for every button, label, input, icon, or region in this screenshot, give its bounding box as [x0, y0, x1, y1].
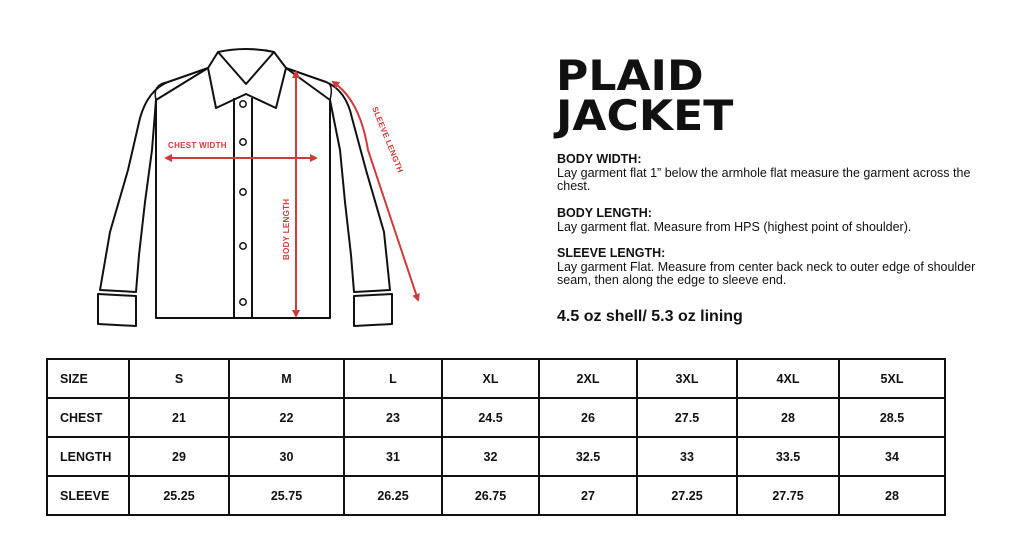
- table-cell: XL: [442, 359, 539, 398]
- chest-width-label: CHEST WIDTH: [168, 141, 227, 150]
- page-title: [556, 51, 734, 140]
- table-cell: 28.5: [839, 398, 945, 437]
- table-cell: 22: [229, 398, 344, 437]
- spec-sleeve-length: [557, 247, 987, 288]
- spec-heading: BODY WIDTH:: [557, 152, 642, 166]
- table-cell: S: [129, 359, 229, 398]
- table-cell: 29: [129, 437, 229, 476]
- table-cell: 32.5: [539, 437, 637, 476]
- jacket-outline: [98, 49, 392, 326]
- size-chart-table: [46, 358, 946, 516]
- table-cell: 34: [839, 437, 945, 476]
- spec-text: Lay garment flat. Measure from HPS (highest point of shoulder).: [557, 219, 912, 234]
- table-cell: 31: [344, 437, 442, 476]
- table-cell: 30: [229, 437, 344, 476]
- table-row: [47, 437, 945, 476]
- table-cell: 24.5: [442, 398, 539, 437]
- table-row: [47, 476, 945, 515]
- spec-body-width: [557, 153, 987, 194]
- table-cell: 27.75: [737, 476, 839, 515]
- spec-heading: BODY LENGTH:: [557, 206, 652, 220]
- spec-heading: SLEEVE LENGTH:: [557, 246, 666, 260]
- title-line-2: JACKET: [556, 91, 734, 140]
- body-length-label: BODY LENGTH: [282, 198, 291, 260]
- table-cell: 26.25: [344, 476, 442, 515]
- table-cell: 25.75: [229, 476, 344, 515]
- table-cell: 32: [442, 437, 539, 476]
- jacket-measurement-diagram: [0, 0, 540, 345]
- table-cell: 26.75: [442, 476, 539, 515]
- spec-body-length: [557, 207, 987, 234]
- table-cell: 23: [344, 398, 442, 437]
- table-cell: 4XL: [737, 359, 839, 398]
- spec-text: Lay garment Flat. Measure from center back neck to outer edge of shoulder seam, then along the edge to sleeve end.: [557, 259, 976, 287]
- buttons: [240, 101, 246, 305]
- table-cell: CHEST: [47, 398, 129, 437]
- table-cell: 26: [539, 398, 637, 437]
- table-header-row: [47, 359, 945, 398]
- table-cell: 33.5: [737, 437, 839, 476]
- table-cell: 28: [737, 398, 839, 437]
- title-line-1: PLAID: [556, 51, 704, 100]
- table-cell: 21: [129, 398, 229, 437]
- table-cell: 27.5: [637, 398, 737, 437]
- table-cell: 27.25: [637, 476, 737, 515]
- table-cell: LENGTH: [47, 437, 129, 476]
- table-cell: 33: [637, 437, 737, 476]
- table-cell: 2XL: [539, 359, 637, 398]
- table-row: [47, 398, 945, 437]
- table-cell: M: [229, 359, 344, 398]
- spec-text: Lay garment flat 1” below the armhole flat measure the garment across the chest.: [557, 165, 971, 193]
- table-cell: SLEEVE: [47, 476, 129, 515]
- table-cell: SIZE: [47, 359, 129, 398]
- fabric-weight: 4.5 oz shell/ 5.3 oz lining: [557, 308, 743, 325]
- sleeve-length-label: SLEEVE LENGTH: [370, 105, 405, 175]
- table-cell: 25.25: [129, 476, 229, 515]
- table-cell: 3XL: [637, 359, 737, 398]
- table-cell: 27: [539, 476, 637, 515]
- table-cell: 5XL: [839, 359, 945, 398]
- table-cell: 28: [839, 476, 945, 515]
- table-cell: L: [344, 359, 442, 398]
